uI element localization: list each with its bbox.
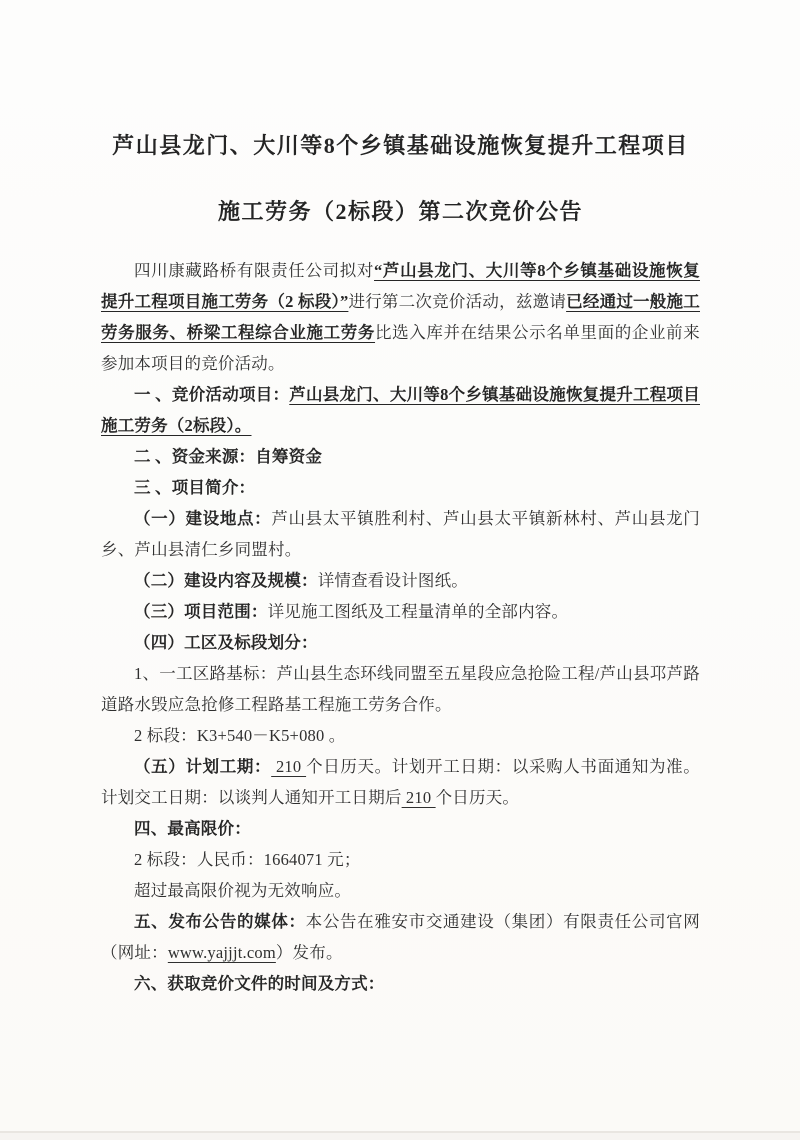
intro-qualified-scope: 已经通过一般施工劳务服务、桥梁工程综合业施工劳务 [101, 292, 700, 342]
doc-body [101, 255, 700, 999]
document-content [101, 0, 700, 999]
section-4-price-cap [101, 813, 700, 844]
sub-2-value: 详情查看设计图纸。 [317, 571, 469, 590]
section-4-label: 四、最高限价： [134, 819, 251, 838]
sub-4-sections-division [101, 627, 700, 658]
scan-bottom-shadow [0, 1133, 800, 1140]
intro-paragraph [101, 255, 700, 379]
section-2-value: 自筹资金 [255, 447, 323, 466]
section-5-pre: 本公告在雅安市交通建设（集团）有限责任公司官网（网址： [101, 912, 700, 962]
section-6-label: 六、获取竞价文件的时间及方式： [134, 974, 385, 993]
section-1-value: 芦山县龙门、大川等8个乡镇基础设施恢复提升工程项目施工劳务（2标段）。 [101, 385, 700, 435]
sub-2-label: （二）建设内容及规模： [134, 571, 318, 590]
sub-5-days-1: 210 [271, 757, 307, 776]
section-1-bidding-project [101, 379, 700, 441]
price-cap-note [101, 875, 700, 906]
price-cap-value: 2 标段：人民币：1664071 元； [134, 850, 361, 869]
sub-3-value: 详见施工图纸及工程量清单的全部内容。 [267, 602, 569, 621]
doc-title-line-2: 施工劳务（2标段）第二次竞价公告 [217, 199, 583, 224]
sub-3-scope [101, 596, 700, 627]
sub-5-schedule [101, 751, 700, 813]
section-2-funding-source [101, 441, 700, 472]
sub-4-label: （四）工区及标段划分： [134, 633, 318, 652]
website-url: www.yajjjt.com [167, 943, 276, 962]
sub-5-mid: 个日历天。计划开工日期：以采购人书面通知为准。计划交工日期：以谈判人通知开工日期后 [101, 757, 700, 807]
sub-4-item-1-text: 1、一工区路基标：芦山县生态环线同盟至五星段应急抢险工程/芦山县邛芦路道路水毁应急抢修工程路基工程施工劳务合作。 [101, 664, 700, 714]
sub-1-location [101, 503, 700, 565]
intro-mid: 进行第二次竞价活动，兹邀请 [348, 292, 567, 311]
section-2-label: 二 、资金来源： [134, 447, 256, 466]
sub-3-label: （三）项目范围： [134, 602, 268, 621]
sub-4-item-2-text: 2 标段：K3+540－K5+080 。 [134, 726, 346, 745]
sub-2-scale [101, 565, 700, 596]
price-cap-line [101, 844, 700, 875]
price-cap-note-text: 超过最高限价视为无效响应。 [134, 881, 352, 900]
sub-1-value: 芦山县太平镇胜利村、芦山县太平镇新林村、芦山县龙门乡、芦山县清仁乡同盟村。 [101, 509, 700, 559]
sub-5-label: （五）计划工期： [134, 757, 272, 776]
sub-1-label: （一）建设地点： [134, 509, 272, 528]
sub-5-end: 个日历天。 [435, 788, 520, 807]
intro-post: 比选入库并在结果公示名单里面的企业前来参加本项目的竞价活动。 [101, 323, 700, 373]
section-5-label: 五、发布公告的媒体： [134, 912, 306, 931]
section-6-obtain-docs [101, 968, 700, 999]
intro-pre: 四川康藏路桥有限责任公司拟对 [134, 261, 375, 280]
section-5-media [101, 906, 700, 968]
section-3-project-brief [101, 472, 700, 503]
sub-4-item-2 [101, 720, 700, 751]
section-3-label: 三 、项目简介： [134, 478, 256, 497]
intro-project-name: “芦山县龙门、大川等8个乡镇基础设施恢复提升工程项目施工劳务（2 标段）” [101, 261, 700, 311]
section-5-post: ）发布。 [275, 943, 343, 962]
sub-5-days-2: 210 [401, 788, 436, 807]
sub-4-item-1 [101, 658, 700, 720]
doc-title-line-1: 芦山县龙门、大川等8个乡镇基础设施恢复提升工程项目 [112, 133, 689, 158]
section-1-label: 一 、竞价活动项目： [134, 385, 290, 404]
